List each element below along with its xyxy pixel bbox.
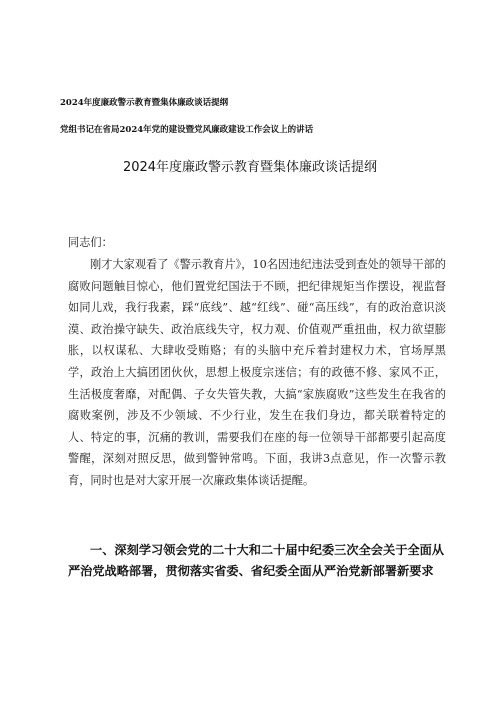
toc-line-speech: 党组书记在省局2024年党的建设暨党风廉政建设工作会议上的讲话	[60, 125, 314, 135]
body-paragraph: 刚才大家观看了《警示教育片》，10名因违纪违法受到查处的领导干部的腐败问题触目惊心，他们置党纪国法于不顾，把纪律规矩当作摆设，视监督如同儿戏，我行我素，踩“底线”、越“红线”、碰“高压线”，有的政治意识淡漠、政治操守缺失、政治底线失守，权力观、价值观严重扭曲，权力欲望膨胀，以权谋私、大肆收受贿赂；有的头脑中充斥着封建权力术，官场厚黑学，政治上大搞团团伙伙，思想上极度宗迷信；有的政德不修、家风不正，生活极度奢靡，对配偶、子女失管失教，大搞“家族腐败”这些发生在我省的腐败案例，涉及不少领域、不少行业，发生在我们身边，都关联着特定的人、特定的事，沉痛的教训，需要我们在座的每一位领导干部都要引起高度警醒，深刻对照反思，做到警钟常鸣。下面，我讲3点意见，作一次警示教育，同时也是对大家开展一次廉政集体谈话提醒。	[68, 258, 446, 487]
document-title: 2024年度廉政警示教育暨集体廉政谈话提纲	[122, 160, 378, 175]
section-heading-1: 一、深刻学习领会党的二十大和二十届中纪委三次全会关于全面从严治党战略部署，贯彻落实省委、省纪委全面从严治党新部署新要求	[68, 543, 444, 578]
toc-line-outline: 2024年度廉政警示教育暨集体廉政谈话提纲	[60, 98, 229, 108]
greeting: 同志们：	[68, 236, 113, 249]
